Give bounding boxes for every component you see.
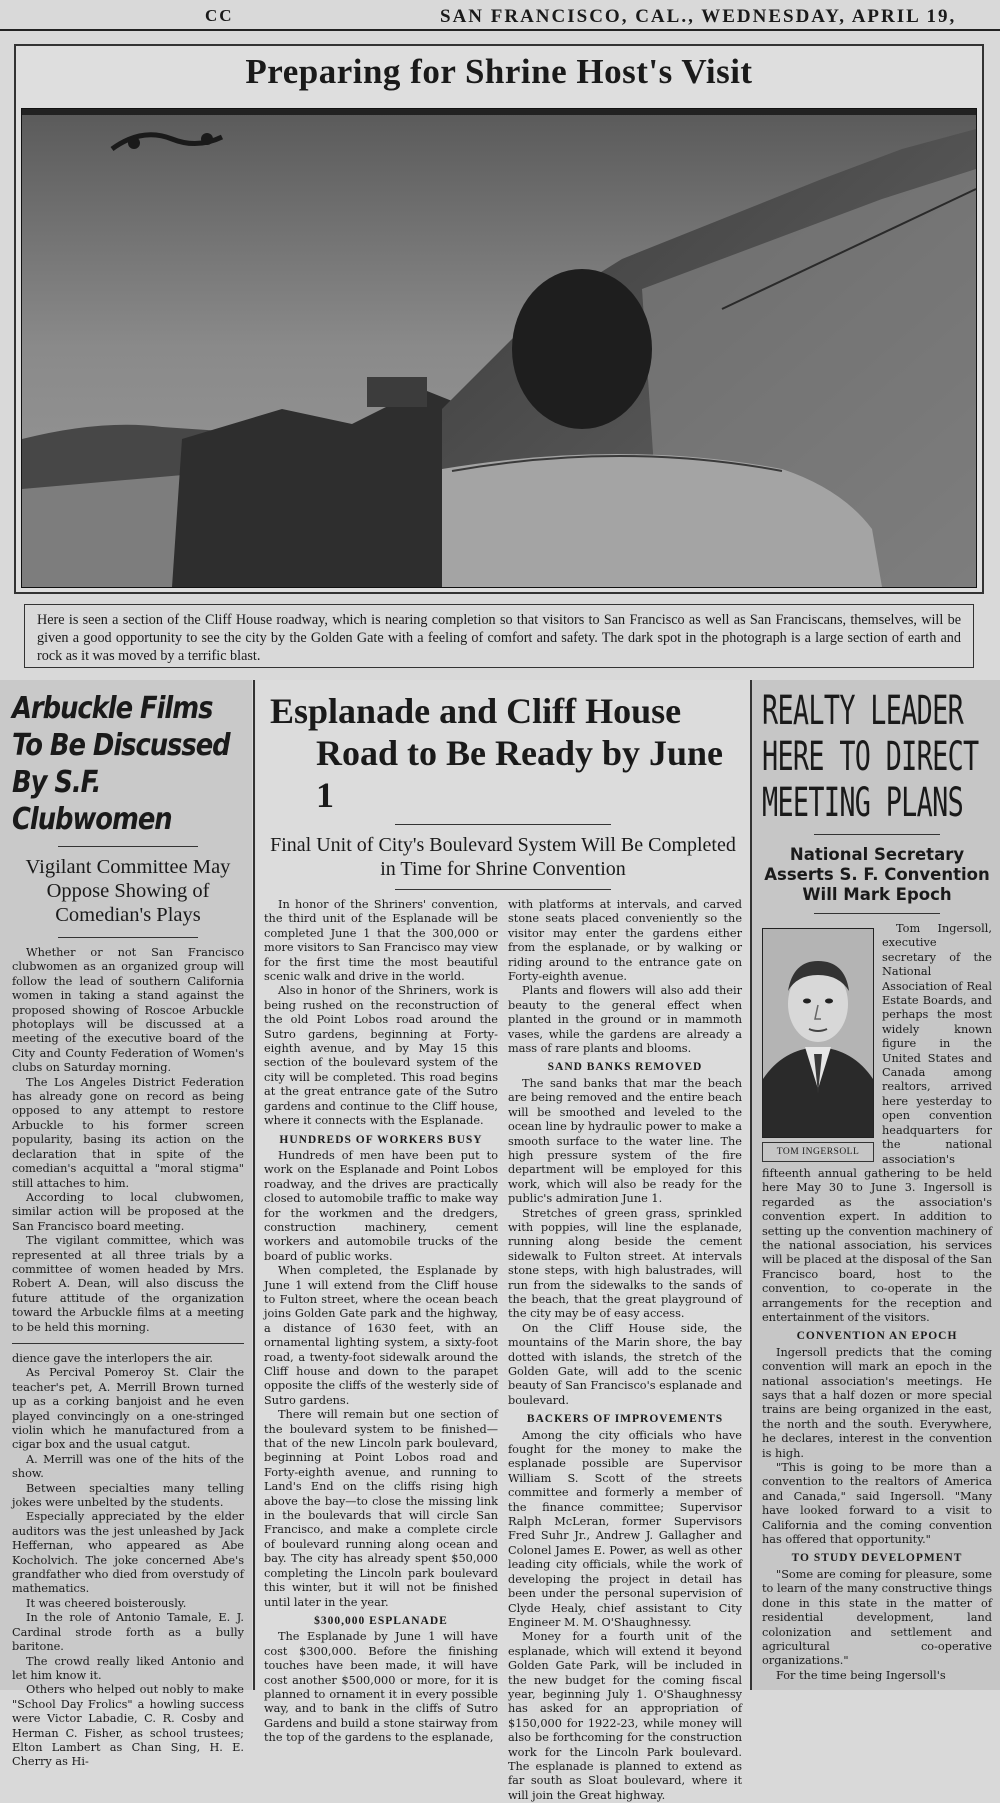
divider <box>58 846 197 847</box>
paragraph: When completed, the Esplanade by June 1 will extend from the Cliff house to Fulton street, where the ocean beach joins Golden Gate park and the highway, a distance of 1630 feet, with an ornamental lighting system, a sixty-foot road, a twenty-foot sidewalk around the Cliff house and down to the parapet opposite the cliffs of the westerly side of Sutro gardens. <box>264 1264 498 1407</box>
realty-body <box>762 922 992 1683</box>
paragraph: There will remain but one section of the boulevard system to be finished—that of the new Lincoln park boulevard, beginning at Point Lobos road and Forty-eighth avenue, and running to Land's End on the cliffs rising high above the bay—to close the missing link in the boulevards that will circle San Francisco, and make a complete circle of boulevard running along ocean and bay. The city has already spent $50,000 completing the Lincoln park boulevard this winter, but it will not be finished until later in the year. <box>264 1408 498 1609</box>
esplanade-headline-line: Road to Be Ready by June 1 <box>316 733 724 815</box>
esplanade-body-col1 <box>264 898 498 1803</box>
paragraph: The Los Angeles District Federation has already gone on record as being opposed to any attempt to restore Arbuckle to his former screen popularity, basing its action on the declaration that in spite of the comedian's acquittal a "moral stigma" still attaches to him. <box>12 1075 244 1190</box>
paragraph: Hundreds of men have been put to work on the Esplanade and Point Lobos roadway, and the drives are practically closed to automobile traffic to make way for the workmen and the dredgers, construction machinery, cement workers and automobile trucks of the board of public works. <box>264 1148 498 1263</box>
esplanade-headline-line: Esplanade and Cliff House <box>270 691 682 731</box>
paragraph: Among the city officials who have fought for the money to make the esplanade possible are Supervisor William S. Scott of the streets committee and formerly a member of the finance committee; Supervisor Ralph McLeran, former Supervisors Fred Suhr Jr., Andrew J. Gallagher and Colonel James E. Power, as well as other leading city officials, while the work of developing the project in detail has been under the personal supervision of Clyde Healy, chief assistant to City Engineer M. M. O'Shaughnessy. <box>508 1428 742 1629</box>
paragraph: A. Merrill was one of the hits of the show. <box>12 1452 244 1481</box>
esplanade-deck: Final Unit of City's Boulevard System Will Be Completed in Time for Shrine Convention <box>270 834 736 880</box>
realty-headline-line: MEETING PLANS <box>762 780 964 826</box>
subhead: TO STUDY DEVELOPMENT <box>791 1552 963 1565</box>
paragraph: In the role of Antonio Tamale, E. J. Cardinal strode forth as a bully baritone. <box>12 1611 244 1654</box>
realty-article <box>752 680 1000 1690</box>
column-rule <box>253 680 255 1690</box>
subhead: $300,000 ESPLANADE <box>314 1614 448 1627</box>
portrait-figure <box>762 928 874 1162</box>
arbuckle-headline-line: To Be Discussed <box>12 728 230 763</box>
esplanade-body-col2 <box>508 898 742 1803</box>
subhead: BACKERS OF IMPROVEMENTS <box>526 1413 724 1426</box>
subhead: SAND BANKS REMOVED <box>547 1061 703 1074</box>
paragraph: It was cheered boisterously. <box>26 1596 187 1610</box>
esplanade-body <box>264 898 742 1803</box>
cliff-house-photo <box>21 108 977 588</box>
paragraph: dience gave the interlopers the air. <box>12 1351 213 1365</box>
paragraph: Plants and flowers will also add their beauty to the general effect when planted in the ground or in mammoth vases, while the gardens are already a mass of rare plants and blooms. <box>508 984 742 1056</box>
masthead <box>0 0 1000 30</box>
paragraph: In honor of the Shriners' convention, the third unit of the Esplanade will be completed June 1 that the 300,000 or more visitors to San Francisco may view for the first time the most beautiful scenic walk and drive in the world. <box>264 898 498 984</box>
paragraph: Others who helped out nobly to make "School Day Frolics" a howling success were Victor Labadie, C. R. Cosby and Herman C. Fisher, as school trustees; Elton Lambert as Chan Sing, H. E. Cherry as Hi- <box>12 1683 244 1769</box>
portrait-caption: TOM INGERSOLL <box>762 1142 874 1162</box>
paragraph: Whether or not San Francisco clubwomen as an organized group will follow the lead of southern California women in taking a stand against the proposed showing of Roscoe Arbuckle photoplays will be discussed at a meeting of the executive board of the City and County Federation of Women's clubs on Saturday morning. <box>12 946 244 1075</box>
paragraph: Also in honor of the Shriners, work is being rushed on the reconstruction of the old Point Lobos road around the Sutro gardens, beginning at Forty-eighth avenue, and by May 15 this section of the boulevard system of the city will be completed. This road begins at the great entrance gate of the Sutro gardens and continue to the Cliff house, where it connects with the Esplanade. <box>264 984 498 1128</box>
photo-feature <box>14 44 984 594</box>
realty-deck: National Secretary Asserts S. F. Convention Will Mark Epoch <box>764 845 990 904</box>
paragraph: Stretches of green grass, sprinkled with poppies, will line the esplanade, running along beside the cement sidewalk to Fulton street. At intervals stone steps, with high balustrades, will run from the sidewalks to the sands of the beach, that the great playground of the city may be of easy access. <box>508 1206 742 1321</box>
paragraph: For the time being Ingersoll's <box>776 1668 946 1682</box>
subhead: HUNDREDS OF WORKERS BUSY <box>279 1133 483 1146</box>
arbuckle-article <box>0 680 252 1769</box>
paragraph: Between specialties many telling jokes were unbelted by the students. <box>12 1481 244 1510</box>
arbuckle-headline-line: By S.F. Clubwomen <box>12 765 172 837</box>
paragraph: The crowd really liked Antonio and let him know it. <box>12 1654 244 1682</box>
esplanade-headline <box>264 690 742 816</box>
realty-headline-line: REALTY LEADER <box>762 688 964 734</box>
arbuckle-headline <box>12 690 253 838</box>
subhead: CONVENTION AN EPOCH <box>796 1330 958 1343</box>
paragraph: The vigilant committee, which was represented at all three trials by a committee of women headed by Mrs. Robert A. Dean, will also discuss the future attitude of the organization toward the Arbuckle films at a meeting to be held this morning. <box>12 1234 244 1334</box>
photo-caption: Here is seen a section of the Cliff House roadway, which is nearing completion so that visitors to San Francisco as well as San Franciscans, themselves, will be given a good opportunity to see the city by the Golden Gate with a feeling of comfort and safety. The dark spot in the photograph is a large section of earth and rock as it was moved by a terrific blast. <box>24 604 974 668</box>
masthead-cc: CC <box>205 6 234 25</box>
paragraph: Tom Ingersoll, executive secretary of the National Association of Real Estate Boards, and perhaps the most widely known figure in the United States and Canada among realtors, arrived here yesterday to open convention headquarters for the national association's fifteenth annual gathering to be held here May 30 to June 3. Ingersoll is regarded as the association's convention expert. In addition to setting up the convention machinery of the national association, his services will be placed at the disposal of the San Francisco board, host to the convention, to co-operate in the arrangements for the reception and entertainment of the visitors. <box>762 922 992 1324</box>
realty-headline-line: HERE TO DIRECT <box>762 734 979 780</box>
masthead-rule <box>0 29 1000 31</box>
paragraph: The sand banks that mar the beach are being removed and the entire beach will be smoothed and leveled to the ocean line by hydraulic power to make a smooth surface to the water line. The high pressure system of the fire department will be employed for this work, which will also be ready for the public's admiration June 1. <box>508 1076 742 1206</box>
paragraph: As Percival Pomeroy St. Clair the teacher's pet, A. Merrill Brown turned up as a corking banjoist and he even played convincingly on a one-stringed violin which he manufactured from a cigar box and the usual catgut. <box>12 1366 244 1452</box>
tom-ingersoll-portrait <box>762 928 874 1138</box>
realty-headline <box>762 688 983 826</box>
divider <box>814 913 941 914</box>
divider <box>12 1343 244 1344</box>
paragraph: Ingersoll predicts that the coming convention will mark an epoch in the national association's meetings. He says that a half dozen or more special trains are being organized in the east, the north and the south. Everywhere, he declares, interest in the convention is high. <box>762 1345 992 1460</box>
paragraph: "Some are coming for pleasure, some to learn of the many constructive things done in this state in the matter of residential development, land colonization and settlement and agricultural co-operative organizations." <box>762 1567 992 1668</box>
arbuckle-headline-line: Arbuckle Films <box>12 691 213 726</box>
divider <box>58 937 197 938</box>
divider <box>395 824 610 825</box>
divider <box>814 834 941 835</box>
paragraph: On the Cliff House side, the mountains of the Marin shore, the bay dotted with islands, the stretch of the Golden Gate, will add to the scenic beauty of San Francisco's esplanade and boulevard. <box>508 1321 742 1407</box>
paragraph: According to local clubwomen, similar action will be proposed at the San Francisco board meeting. <box>12 1190 244 1233</box>
arbuckle-body <box>12 946 244 1770</box>
paragraph: The Esplanade by June 1 will have cost $300,000. Before the finishing touches have been made, it will have cost another $500,000 or more, for it is planned to ornament it in every possible way, and to bank in the cliffs of Sutro Gardens and build a stone stairway from the top of the gardens to the esplanade, <box>264 1630 498 1745</box>
paragraph: Especially appreciated by the elder auditors was the jest unleashed by Jack Heffernan, who appeared as Abe Kocholvich. The joke concerned Abe's grandfather who died from overstudy of mathematics. <box>12 1510 244 1596</box>
dateline: SAN FRANCISCO, CAL., WEDNESDAY, APRIL 19, <box>440 6 957 27</box>
divider <box>395 889 610 890</box>
paragraph: with platforms at intervals, and carved stone seats placed conveniently so the visitor may enter the gardens either from the esplanade, or by walking or riding around to the entrance gate on Forty-eighth avenue. <box>508 898 742 984</box>
paragraph: "This is going to be more than a convention to the realtors of America and Canada," said Ingersoll. "Many have looked forward to a visit to California and the coming convention has offered that opportunity." <box>762 1461 992 1547</box>
photo-title: Preparing for Shrine Host's Visit <box>245 52 753 91</box>
arbuckle-deck: Vigilant Committee May Oppose Showing of Comedian's Plays <box>25 856 231 926</box>
paragraph: Money for a fourth unit of the esplanade, which will extend it beyond Golden Gate Park, will be included in the new budget for the coming fiscal year, beginning July 1. O'Shaughnessy has asked for an appropriation of $150,000 for 1922-23, while money will also be forthcoming for the construction work for the Lincoln Park boulevard. The esplanade is planned to extend as far south as Sloat boulevard, where it will join the Great highway. <box>508 1630 742 1802</box>
esplanade-article <box>256 680 750 1802</box>
